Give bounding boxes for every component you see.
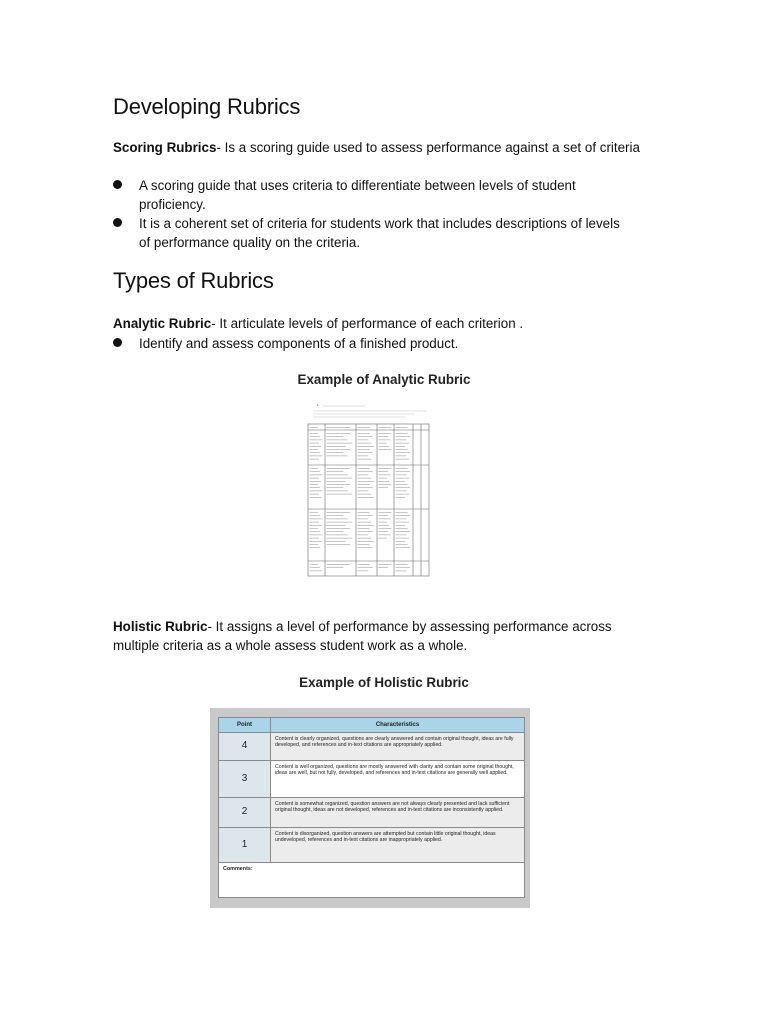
bullet-icon <box>113 218 122 227</box>
point-cell: 4 <box>219 733 271 761</box>
bullet-text-line: A scoring guide that uses criteria to differentiate between levels of student <box>139 178 576 193</box>
characteristics-cell: Content is clearly organized, questions are clearly answered and contain original thought, ideas are fully developed, and references and in-text citations are appropriately applied. <box>271 733 525 761</box>
table-header-row <box>219 718 525 733</box>
analytic-rubric-image <box>305 403 433 578</box>
scoring-rubrics-term: Scoring Rubrics <box>113 140 217 155</box>
bullet-text-line: of performance quality on the criteria. <box>139 235 361 250</box>
analytic-table-graphic <box>305 403 433 578</box>
analytic-rubric-term: Analytic Rubric <box>113 316 212 331</box>
table-row <box>219 733 525 761</box>
header-characteristics: Characteristics <box>271 718 525 733</box>
point-cell: 1 <box>219 828 271 863</box>
list-item <box>113 214 658 252</box>
scoring-rubrics-text: - Is a scoring guide used to assess performance against a set of criteria <box>216 140 640 155</box>
characteristics-cell: Content is disorganized, question answers are attempted but contain little original thought, ideas undeveloped, references and in-text citations are inappropriately applied. <box>271 828 525 863</box>
analytic-rubric-caption: Example of Analytic Rubric <box>297 372 471 387</box>
holistic-rubric-caption: Example of Holistic Rubric <box>299 675 469 690</box>
characteristics-cell: Content is well organized, questions are mostly answered with clarity and contain some original thought, ideas are well, but not fully, developed, and references and in-text citations are generally well applied. <box>271 761 525 798</box>
bullet-text-line: It is a coherent set of criteria for students work that includes descriptions of levels <box>139 216 620 231</box>
page-title: Developing Rubrics <box>113 94 301 119</box>
point-cell: 2 <box>219 798 271 828</box>
holistic-rubric-definition-line1 <box>113 617 612 636</box>
holistic-rubric-term: Holistic Rubric <box>113 619 208 634</box>
thumb-title-decoration: 1. <box>317 403 347 407</box>
holistic-rubric-text: - It assigns a level of performance by assessing performance across <box>207 619 612 634</box>
list-item <box>113 334 658 353</box>
holistic-rubric-image <box>210 708 530 908</box>
bullet-text-line: proficiency. <box>139 197 206 212</box>
analytic-rubric-definition <box>113 314 523 333</box>
table-row <box>219 761 525 798</box>
analytic-rubric-text: - It articulate levels of performance of each criterion . <box>211 316 524 331</box>
holistic-rubric-definition-line2: multiple criteria as a whole assess student work as a whole. <box>113 638 468 653</box>
holistic-rubric-table <box>218 717 525 898</box>
bullet-icon <box>113 338 122 347</box>
bullet-icon <box>113 180 122 189</box>
scoring-rubrics-definition <box>113 138 640 157</box>
bullet-text-line: Identify and assess components of a finished product. <box>139 336 459 351</box>
point-cell: 3 <box>219 761 271 798</box>
characteristics-cell: Content is somewhat organized, question answers are not always clearly presented and lack sufficient original thought, ideas are not developed, references and in-text citations are inconsistently applied. <box>271 798 525 828</box>
section-title-types: Types of Rubrics <box>113 268 274 293</box>
list-item <box>113 176 658 214</box>
header-point: Point <box>219 718 271 733</box>
comments-row <box>219 863 525 898</box>
comments-cell: Comments: <box>219 863 525 898</box>
thumb-table-border <box>308 424 429 576</box>
table-row <box>219 798 525 828</box>
table-row <box>219 828 525 863</box>
